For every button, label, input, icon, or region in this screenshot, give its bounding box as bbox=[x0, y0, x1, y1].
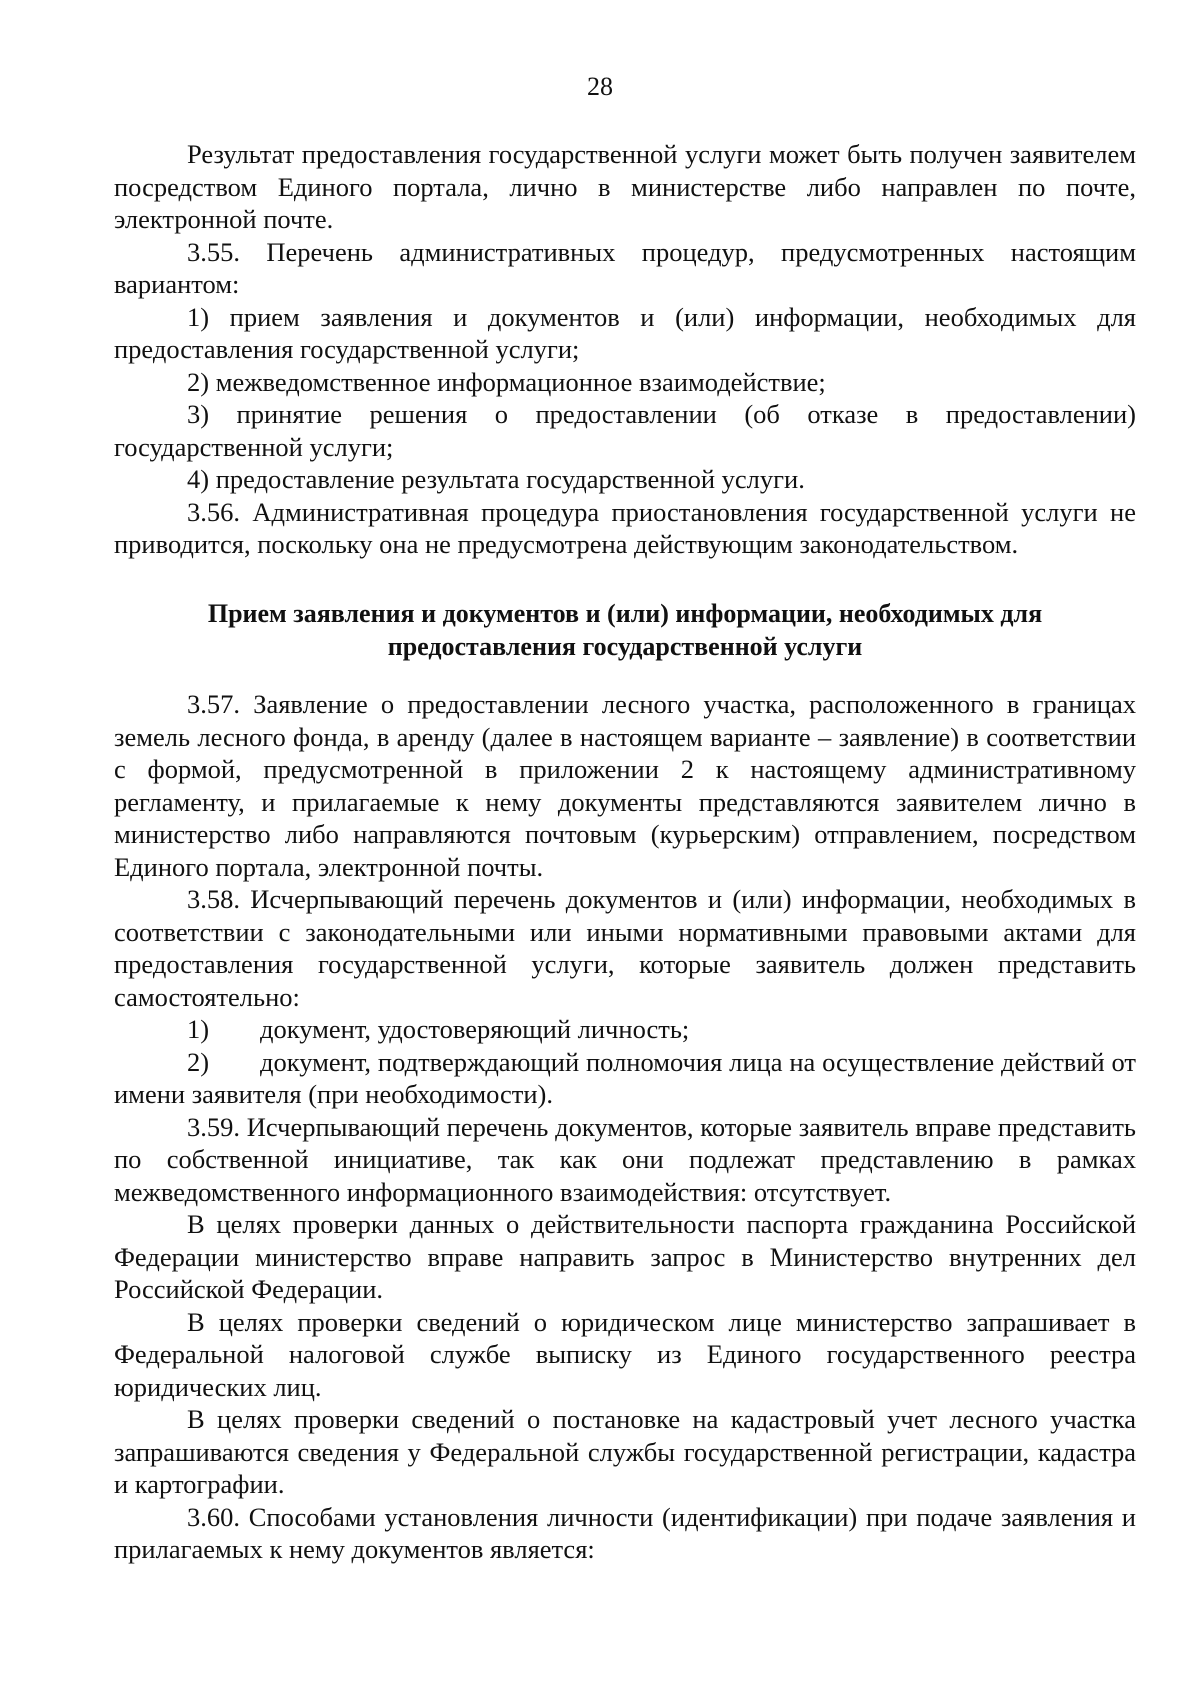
page-number: 28 bbox=[587, 72, 613, 101]
bottom-text-block bbox=[114, 688, 1136, 1566]
list-item-text: документ, удостоверяющий личность; bbox=[260, 1014, 690, 1044]
paragraph-result-delivery: Результат предоставления государственной услуги может быть получен заявителем посредством Единого портала, лично в министерстве либо направлен по почте, электронной почте. bbox=[114, 139, 1136, 234]
list-item-number: 2) bbox=[187, 1046, 210, 1077]
list-item-document-1 bbox=[114, 1013, 1136, 1046]
list-item-procedure-3: 3) принятие решения о предоставлении (об отказе в предоставлении) государственной услуги; bbox=[114, 399, 1136, 462]
list-item-procedure-4: 4) предоставление результата государственной услуги. bbox=[187, 464, 805, 494]
section-heading bbox=[114, 598, 1136, 663]
paragraph-3-56: 3.56. Административная процедура приостановления государственной услуги не приводится, поскольку она не предусмотрена действующим законодательством. bbox=[114, 496, 1136, 559]
list-item-document-2 bbox=[114, 1046, 1136, 1111]
paragraph-legal-entity-check: В целях проверки сведений о юридическом лице министерство запрашивает в Федеральной налоговой службе выписку из Единого государственного реестра юридических лиц. bbox=[114, 1306, 1136, 1402]
paragraph-3-59: 3.59. Исчерпывающий перечень документов, которые заявитель вправе представить по собственной инициативе, так как они подлежат представлению в рамках межведомственного информационного взаимодействия: отсутствует. bbox=[114, 1111, 1136, 1207]
paragraph-passport-check: В целях проверки данных о действительности паспорта гражданина Российской Федерации министерство вправе направить запрос в Министерство внутренних дел Российской Федерации. bbox=[114, 1209, 1136, 1304]
list-item-procedure-1: 1) прием заявления и документов и (или) информации, необходимых для предоставления государственной услуги; bbox=[114, 301, 1136, 364]
paragraph-3-58: 3.58. Исчерпывающий перечень документов и (или) информации, необходимых в соответствии с законодательными или иными нормативными правовыми актами для предоставления государственной услуги, которые заявитель должен представить самостоятельно: bbox=[114, 884, 1136, 1012]
list-item-procedure-2: 2) межведомственное информационное взаимодействие; bbox=[187, 366, 826, 397]
paragraph-3-57: 3.57. Заявление о предоставлении лесного участка, расположенного в границах земель лесного фонда, в аренду (далее в настоящем варианте – заявление) в соответствии с формой, предусмотренной в приложении 2 к настоящему административному регламенту, и прилагаемые к нему документы представляются заявителем лично в министерство либо направляются почтовым (курьерским) отправлением, посредством Единого портала, электронной почты. bbox=[114, 689, 1136, 882]
section-heading-line-1: Прием заявления и документов и (или) информации, необходимых для bbox=[207, 599, 1043, 628]
paragraph-3-55: 3.55. Перечень административных процедур, предусмотренных настоящим вариантом: bbox=[114, 236, 1136, 299]
paragraph-cadastre-check: В целях проверки сведений о постановке на кадастровый учет лесного участка запрашиваются сведения у Федеральной службы государственной регистрации, кадастра и картографии. bbox=[114, 1404, 1136, 1499]
list-item-number: 1) bbox=[187, 1014, 210, 1044]
section-heading-line-2: предоставления государственной услуги bbox=[387, 631, 863, 661]
top-text-block bbox=[114, 138, 1136, 561]
list-item-text: документ, подтверждающий полномочия лица на осуществление действий от имени заявителя (при необходимости). bbox=[114, 1046, 1136, 1109]
paragraph-3-60: 3.60. Способами установления личности (идентификации) при подаче заявления и прилагаемых к нему документов является: bbox=[114, 1501, 1136, 1564]
